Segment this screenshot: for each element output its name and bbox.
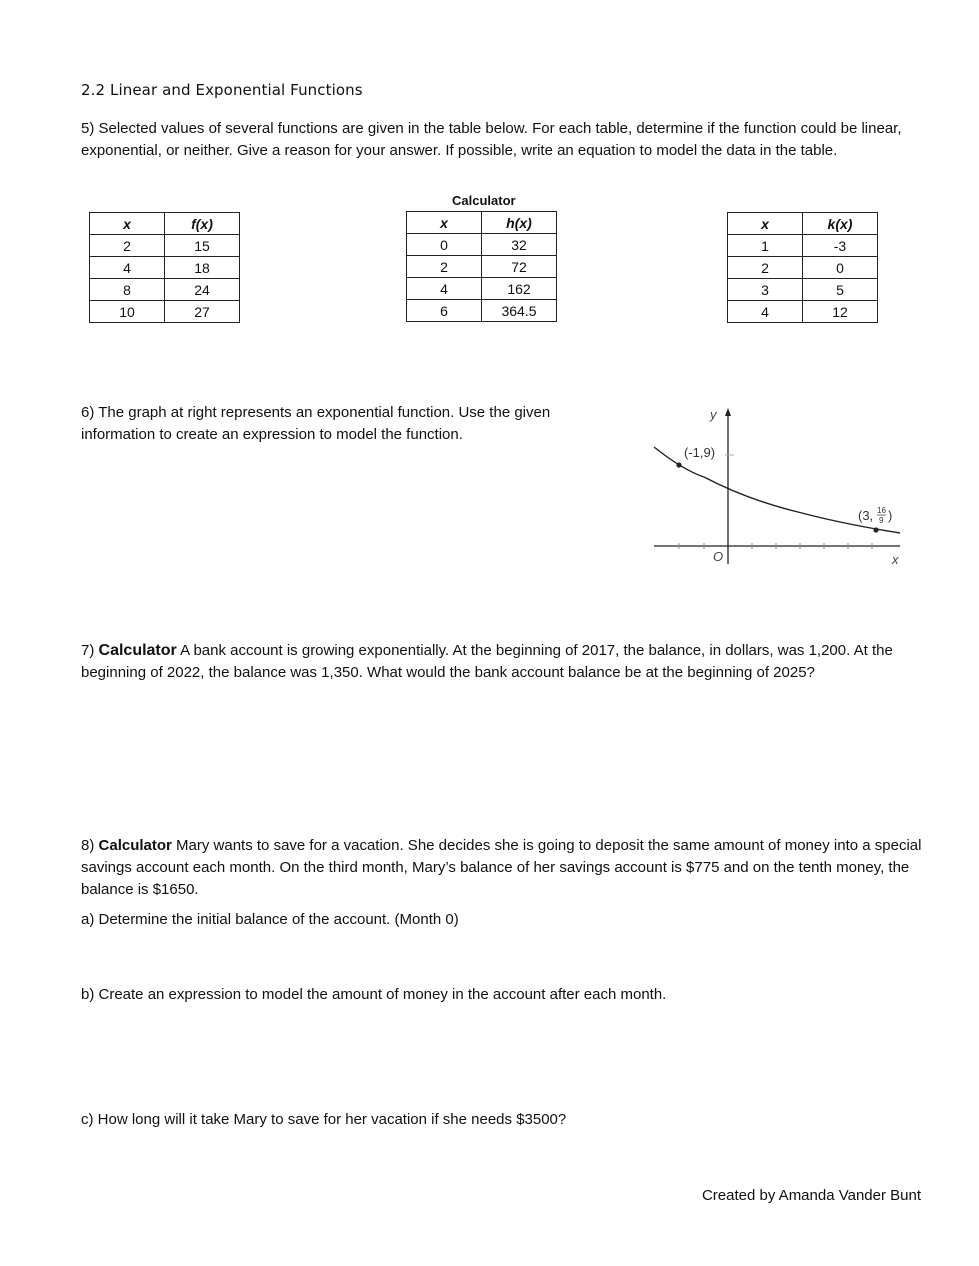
table-cell: 2: [407, 256, 482, 278]
question-8-text: [81, 835, 931, 901]
table-cell: 162: [482, 278, 557, 300]
point2-denominator: 9: [879, 516, 884, 525]
point2-label-prefix: (3,: [858, 508, 874, 523]
y-axis-label: y: [710, 407, 717, 422]
point-marker: [676, 462, 681, 467]
calculator-keyword: Calculator: [98, 642, 177, 659]
table-row: [90, 279, 240, 301]
calculator-keyword: Calculator: [98, 837, 172, 854]
calculator-label: Calculator: [452, 193, 516, 208]
table-cell: 364.5: [482, 300, 557, 322]
table-cell: 18: [165, 257, 240, 279]
question-number: 7): [81, 642, 95, 659]
table-f: [89, 212, 240, 323]
table-header: f(x): [165, 213, 240, 235]
table-cell: 4: [728, 301, 803, 323]
question-6-text: 6) The graph at right represents an exponential function. Use the given information to create an expression to model the function.: [81, 404, 551, 443]
table-cell: 27: [165, 301, 240, 323]
question-5-text: 5) Selected values of several functions are given in the table below. For each table, determine if the function could be linear, exponential, or neither. Give a reason for your answer. If possible, write an equation to model the data in the table.: [81, 120, 902, 159]
question-body: A bank account is growing exponentially. At the beginning of 2017, the balance, in dollars, was 1,200. At the beginning of 2022, the balance was 1,350. What would the bank account balance be at the beginning of 2025?: [81, 642, 893, 681]
point-marker: [873, 527, 878, 532]
table-header: x: [728, 213, 803, 235]
table-cell: 0: [803, 257, 878, 279]
origin-label: O: [713, 549, 724, 564]
table-cell: 6: [407, 300, 482, 322]
table-h: [406, 211, 557, 322]
table-row: [728, 257, 878, 279]
question-7-text: [81, 640, 931, 684]
table-row: [407, 278, 557, 300]
table-cell: 4: [407, 278, 482, 300]
exponential-graph: [648, 400, 908, 575]
page-title: 2.2 Linear and Exponential Functions: [81, 81, 363, 99]
question-number: 8): [81, 837, 95, 854]
table-cell: 12: [803, 301, 878, 323]
y-axis-arrow-icon: [725, 408, 731, 416]
question-8a-text: a) Determine the initial balance of the account. (Month 0): [81, 911, 459, 928]
table-row: [407, 256, 557, 278]
table-cell: -3: [803, 235, 878, 257]
question-body: Mary wants to save for a vacation. She decides she is going to deposit the same amount of money into a special savings account each month. On the third month, Mary’s balance of her savings account is $775 and on the tenth money, the balance is $1650.: [81, 837, 922, 898]
table-cell: 15: [165, 235, 240, 257]
table-row: [407, 300, 557, 322]
table-cell: 10: [90, 301, 165, 323]
table-cell: 4: [90, 257, 165, 279]
table-row: [728, 301, 878, 323]
x-axis-label: x: [892, 552, 899, 567]
question-8b-text: b) Create an expression to model the amount of money in the account after each month.: [81, 986, 667, 1003]
table-header: x: [407, 212, 482, 234]
table-row: [407, 234, 557, 256]
table-cell: 1: [728, 235, 803, 257]
table-row: [90, 235, 240, 257]
table-cell: 5: [803, 279, 878, 301]
question-8c-text: c) How long will it take Mary to save for her vacation if she needs $3500?: [81, 1111, 567, 1128]
table-row: [90, 301, 240, 323]
table-cell: 32: [482, 234, 557, 256]
table-cell: 72: [482, 256, 557, 278]
author-credit: Created by Amanda Vander Bunt: [701, 1187, 921, 1204]
point2-label-suffix: ): [888, 508, 893, 523]
table-row: [728, 235, 878, 257]
table-cell: 2: [728, 257, 803, 279]
table-row: [90, 257, 240, 279]
table-header: h(x): [482, 212, 557, 234]
table-k: [727, 212, 878, 323]
table-cell: 24: [165, 279, 240, 301]
point2-numerator: 16: [877, 506, 886, 515]
point1-label: (-1,9): [684, 445, 716, 460]
table-row: [728, 279, 878, 301]
table-cell: 8: [90, 279, 165, 301]
table-cell: 2: [90, 235, 165, 257]
table-cell: 0: [407, 234, 482, 256]
table-header: k(x): [803, 213, 878, 235]
table-cell: 3: [728, 279, 803, 301]
table-header: x: [90, 213, 165, 235]
